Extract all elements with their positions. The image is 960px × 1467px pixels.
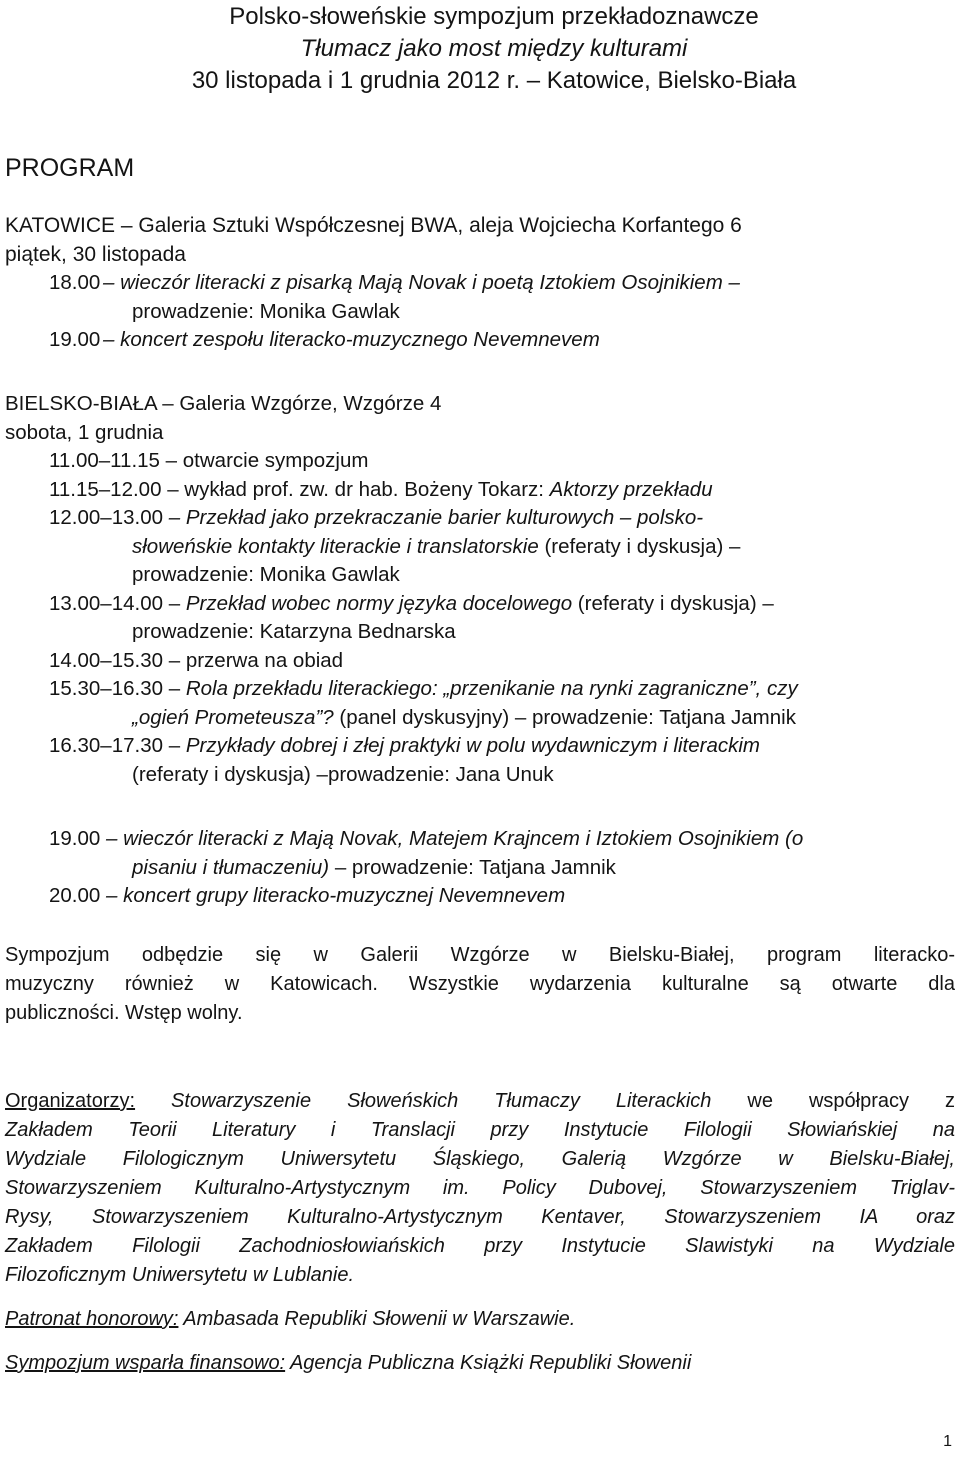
event-desc-cont: „ogień Prometeusza”?: [132, 705, 334, 729]
event-host: prowadzenie: Katarzyna Bednarska: [132, 620, 456, 643]
event-time: 13.00–14.00: [49, 591, 164, 615]
event-desc: – wieczór literacki z pisarką Mają Novak i poetą Iztokiem Osojnikiem –: [103, 271, 740, 294]
organizers-label: Organizatorzy:: [5, 1090, 136, 1112]
event-dash: –: [168, 677, 186, 700]
info-line: publiczności. Wstęp wolny.: [5, 1002, 243, 1024]
event-desc-cont: pisaniu i tłumaczeniu): [132, 855, 330, 879]
document-header: [0, 0, 960, 97]
event-item: [5, 447, 798, 476]
event-time: 16.30–17.30: [49, 734, 164, 757]
bielsko-section: [5, 390, 798, 789]
event-host: prowadzenie: Monika Gawlak: [132, 563, 400, 586]
organizers-line: Wydziale Filologicznym Uniwersytetu Śląskiego, Galerią Wzgórze w Bielsku-Białej,: [5, 1148, 955, 1170]
patronage-line: [5, 1305, 955, 1334]
patronage-label: Patronat honorowy:: [5, 1308, 179, 1330]
organizers-lead: Stowarzyszenie Słoweńskich Tłumaczy Literackich: [135, 1090, 712, 1112]
organizers-line: Filozoficznym Uniwersytetu w Lublanie.: [5, 1264, 355, 1286]
event-format: (referaty i dyskusja) –: [538, 534, 741, 558]
lecture-title: Aktorzy przekładu: [549, 477, 713, 501]
info-line: muzyczny również w Katowicach. Wszystkie wydarzenia kulturalne są otwarte dla: [5, 973, 955, 995]
event-dash: –: [168, 591, 186, 615]
funding-line: [5, 1349, 955, 1378]
funding-text: Agencja Publiczna Książki Republiki Słowenii: [285, 1352, 692, 1374]
bielsko-venue: BIELSKO-BIAŁA – Galeria Wzgórze, Wzgórze 4: [5, 392, 442, 415]
event-desc: – wieczór literacki z Mają Novak, Matejem Krajncem i Iztokiem Osojnikiem (o: [106, 827, 804, 850]
event-time: 19.00: [49, 827, 101, 850]
event-desc: – koncert zespołu literacko-muzycznego Nevemnevem: [103, 328, 600, 351]
katowice-venue: KATOWICE – Galeria Sztuki Współczesnej BWA, aleja Wojciecha Korfantego 6: [5, 214, 742, 237]
evening-section: [5, 825, 803, 911]
event-item: [5, 504, 798, 590]
event-time: 12.00–13.00: [49, 506, 164, 529]
event-desc: – wykład prof. zw. dr hab. Bożeny Tokarz:: [167, 477, 550, 501]
symposium-dates: 30 listopada i 1 grudnia 2012 r. – Katowice, Bielsko-Biała: [191, 67, 797, 94]
event-desc: Rola przekładu literackiego: „przenikanie na rynki zagraniczne”, czy: [185, 677, 798, 700]
event-dash: –: [168, 734, 186, 757]
bielsko-day: sobota, 1 grudnia: [5, 420, 164, 444]
event-item: [5, 647, 798, 676]
event-host: – prowadzenie: Tatjana Jamnik: [329, 855, 616, 879]
event-time: 14.00–15.30: [49, 648, 164, 672]
event-desc: – koncert grupy literacko-muzycznej Nevemnevem: [106, 884, 566, 907]
event-item: [5, 590, 798, 647]
symposium-title: Polsko-słoweńskie sympozjum przekładoznawcze: [229, 3, 759, 30]
info-paragraph: [5, 941, 955, 1028]
event-time: 18.00: [49, 271, 101, 294]
event-desc: Przykłady dobrej i złej praktyki w polu wydawniczym i literackim: [185, 734, 760, 757]
event-item: [5, 825, 803, 882]
organizers-line: [5, 1087, 955, 1116]
page-number: 1: [943, 1433, 952, 1450]
event-item: [5, 476, 798, 505]
event-host: (referaty i dyskusja) –prowadzenie: Jana Unuk: [132, 762, 554, 786]
event-host: prowadzenie: Monika Gawlak: [132, 299, 400, 323]
event-time: 11.00–11.15: [49, 449, 160, 472]
event-format: (referaty i dyskusja) –: [572, 591, 774, 615]
organizers-line: Rysy, Stowarzyszeniem Kulturalno-Artystycznym Kentaver, Stowarzyszeniem IA oraz: [5, 1206, 955, 1228]
event-time: 20.00: [49, 884, 101, 907]
event-time: 19.00: [49, 328, 101, 351]
event-item: [5, 269, 742, 326]
event-item: [5, 732, 798, 789]
event-item: [5, 882, 803, 911]
event-desc: – przerwa na obiad: [168, 648, 344, 672]
event-item: [5, 326, 742, 355]
katowice-day: piątek, 30 listopada: [5, 242, 186, 266]
organizers-line: Zakładem Teorii Literatury i Translacji przy Instytucie Filologii Słowiańskiej na: [5, 1119, 955, 1141]
event-time: 11.15–12.00: [49, 477, 162, 501]
event-item: [5, 675, 798, 732]
event-desc: – Przekład jako przekraczanie barier kulturowych – polsko-: [168, 506, 704, 529]
katowice-section: [5, 212, 742, 355]
organizers-text: we współpracy z: [711, 1090, 956, 1112]
organizers-line: Stowarzyszeniem Kulturalno-Artystycznym im. Policy Dubovej, Stowarzyszeniem Triglav-: [5, 1177, 955, 1199]
funding-label: Sympozjum wsparła finansowo:: [5, 1352, 286, 1374]
event-desc: Przekład wobec normy języka docelowego: [185, 591, 573, 615]
symposium-subtitle: Tłumacz jako most między kulturami: [300, 35, 688, 62]
organizers-paragraph: [5, 1087, 955, 1290]
event-time: 15.30–16.30: [49, 677, 164, 700]
patronage-text: Ambasada Republiki Słowenii w Warszawie.: [178, 1308, 576, 1330]
event-desc: – otwarcie sympozjum: [165, 449, 369, 472]
program-heading: PROGRAM: [5, 154, 135, 182]
organizers-line: Zakładem Filologii Zachodniosłowiańskich przy Instytucie Slawistyki na Wydziale: [5, 1235, 955, 1257]
event-host: (panel dyskusyjny) – prowadzenie: Tatjana Jamnik: [333, 705, 796, 729]
event-desc-cont: słoweńskie kontakty literackie i translatorskie: [132, 534, 539, 558]
info-line: Sympozjum odbędzie się w Galerii Wzgórze w Bielsku-Białej, program literacko-: [5, 944, 955, 966]
